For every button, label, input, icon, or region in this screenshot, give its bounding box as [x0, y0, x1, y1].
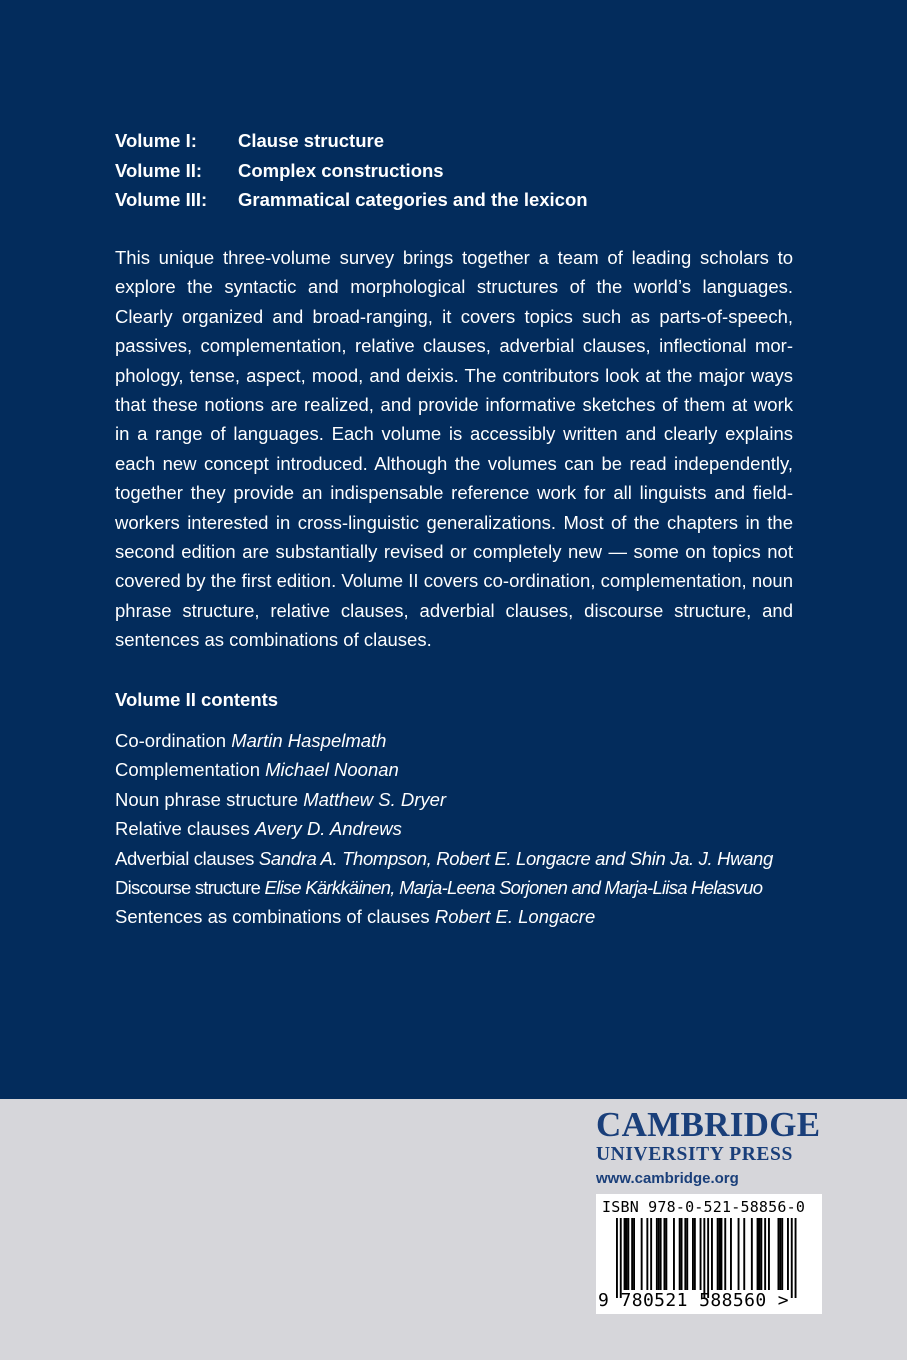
barcode-bar: [681, 1218, 683, 1290]
publisher-name: CAMBRIDGE: [596, 1105, 821, 1144]
barcode-bar: [757, 1218, 759, 1290]
barcode-bar: [679, 1218, 681, 1290]
contents-item: [115, 814, 805, 843]
barcode-bar: [724, 1218, 726, 1290]
volume-row: [115, 156, 795, 186]
contents-list: [115, 726, 805, 932]
barcode-bar: [768, 1218, 770, 1290]
barcode-bar: [700, 1218, 702, 1290]
volume-title: Grammatical categories and the lexicon: [238, 189, 588, 210]
volume-row: [115, 185, 795, 215]
chapter-author: Robert E. Longacre: [434, 906, 596, 928]
contents-heading: Volume II contents: [115, 689, 279, 710]
chapter-author: Matthew S. Dryer: [303, 788, 447, 810]
barcode-bar: [633, 1218, 635, 1290]
contents-item: [115, 844, 805, 873]
chapter-title: Relative clauses: [115, 818, 250, 840]
barcode-bar: [721, 1218, 723, 1290]
chapter-author: Elise Kärkkäinen, Marja-Leena Sorjonen and Marja-Liisa Helasvuo: [264, 877, 763, 899]
barcode-bar: [759, 1218, 761, 1290]
chapter-title: Discourse structure: [115, 877, 261, 899]
barcode-bar: [624, 1218, 626, 1290]
description-paragraph: This unique three-volume survey brings together a team of leading scholars to explore the syntactic and morphological structures of the world’s languages. Clearly organized and broad-ranging, it covers topics such as parts-of-speech, passives, complementation, relative clauses, adverbial clauses, inflectional morphology, tense, aspect, mood, and deixis. The contributors look at the major ways that these notions are realized, and provide informative sketches of them at work in a range of languages. Each volume is accessibly written and clearly explains each new concept introduced. Although the volumes can be read independently, together they provide an indispensable reference work for all linguists and fieldworkers interested in cross-linguistic generalizations. Most of the chapters in the second edition are substantially revised or completely new — some on topics not covered by the first edition. Volume II covers co-ordination, complementation, noun phrase structure, relative clauses, adverbial clauses, discourse structure, and sentences as combinations of clauses.: [115, 247, 793, 651]
chapter-author: Michael Noonan: [265, 759, 399, 781]
barcode-bar: [738, 1218, 740, 1290]
barcode-bar: [764, 1218, 766, 1290]
barcode-bar: [760, 1218, 762, 1290]
publisher-subname: UNIVERSITY PRESS: [596, 1144, 793, 1165]
volume-list: [115, 126, 795, 215]
chapter-title: Complementation: [115, 759, 260, 781]
barcode-bar: [620, 1218, 622, 1298]
barcode-bar: [626, 1218, 628, 1290]
publisher-url: www.cambridge.org: [596, 1170, 739, 1187]
barcode-bar: [694, 1218, 696, 1290]
barcode-bar: [730, 1218, 732, 1290]
barcode-bar: [781, 1218, 783, 1290]
barcode-bar: [646, 1218, 648, 1290]
isbn-barcode: [596, 1194, 822, 1314]
chapter-author: Martin Haspelmath: [231, 730, 387, 751]
barcode-bar: [795, 1218, 797, 1298]
barcode-bar: [686, 1218, 688, 1290]
barcode-bar: [787, 1218, 789, 1290]
barcode-bar: [743, 1218, 745, 1290]
volume-label: Volume III:: [115, 189, 208, 210]
volume-title: Complex constructions: [238, 159, 444, 181]
barcode-bar: [791, 1218, 793, 1298]
barcode-bar: [631, 1218, 633, 1290]
chapter-title: Sentences as combinations of clauses: [115, 906, 430, 928]
volume-label: Volume I:: [115, 130, 197, 151]
volume-title: Clause structure: [238, 130, 384, 151]
barcode-bar: [658, 1218, 660, 1290]
barcode-bar: [616, 1218, 618, 1298]
isbn-label: ISBN 978-0-521-58856-0: [602, 1198, 806, 1216]
barcode-bar: [650, 1218, 652, 1290]
contents-item: [115, 755, 805, 784]
barcode-bar: [660, 1218, 662, 1290]
barcode-bar: [665, 1218, 667, 1290]
chapter-title: Adverbial clauses: [115, 847, 255, 869]
volume-label: Volume II:: [115, 159, 203, 181]
barcode-bar: [627, 1218, 629, 1290]
contents-item: [115, 726, 805, 755]
barcode-bar: [684, 1218, 686, 1290]
barcode-bar: [692, 1218, 694, 1290]
barcode-bar: [656, 1218, 658, 1290]
barcode-bar: [779, 1218, 781, 1290]
chapter-author: Avery D. Andrews: [254, 818, 402, 840]
contents-item: [115, 902, 805, 931]
barcode-bar: [719, 1218, 721, 1290]
barcode-bar: [751, 1218, 753, 1290]
volume-row: [115, 126, 795, 156]
barcode-bar: [664, 1218, 666, 1290]
barcode-bar: [641, 1218, 643, 1290]
barcode-bar: [711, 1218, 713, 1290]
barcode-bar: [707, 1218, 709, 1298]
barcode-bar: [778, 1218, 780, 1290]
barcode-bar: [717, 1218, 719, 1290]
contents-item: [115, 785, 805, 814]
contents-item: [115, 873, 805, 902]
barcode-bar: [703, 1218, 705, 1298]
chapter-title: Noun phrase structure: [115, 788, 299, 810]
barcode-digits: 9 780521 588560 >: [598, 1290, 790, 1311]
barcode-bar: [673, 1218, 675, 1290]
chapter-author: Sandra A. Thompson, Robert E. Longacre and Shin Ja. J. Hwang: [258, 847, 773, 869]
publisher-logo: [596, 1106, 822, 1190]
chapter-title: Co-ordination: [115, 730, 227, 751]
